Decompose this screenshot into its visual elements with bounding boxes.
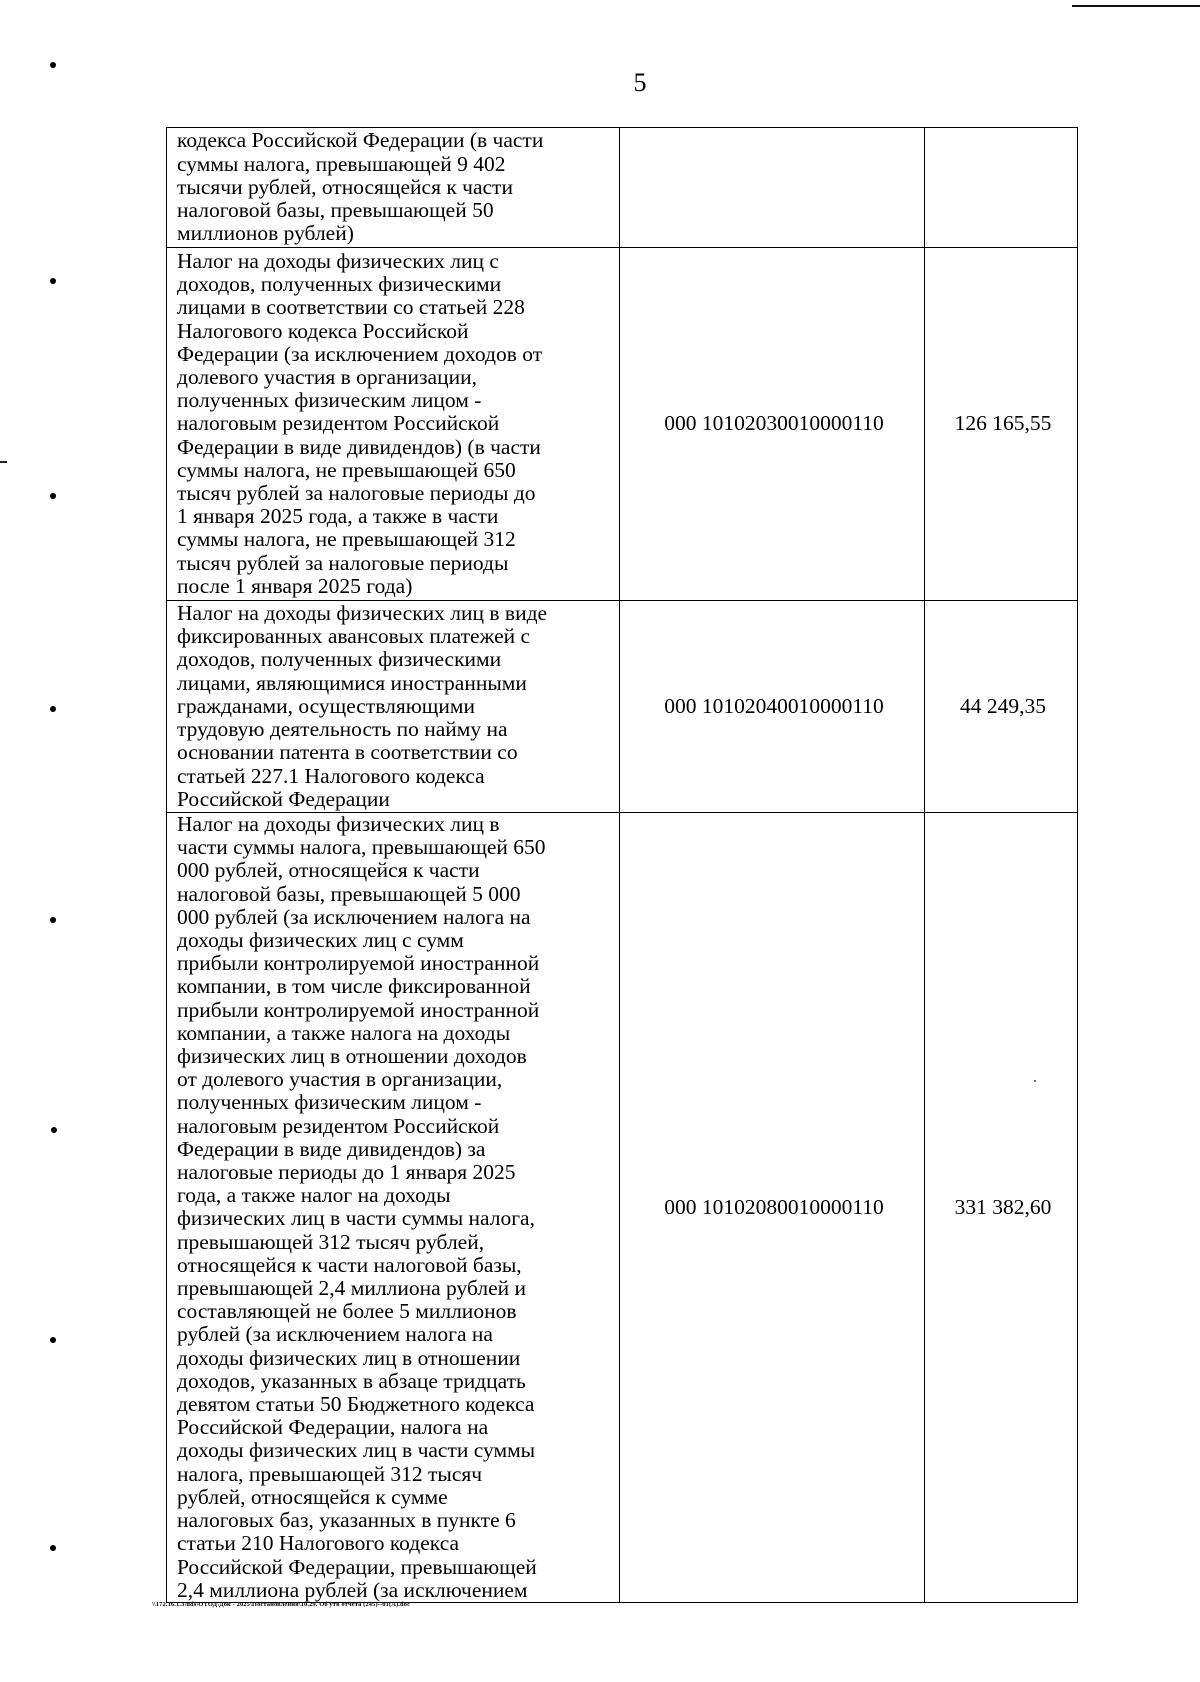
punch-hole-mark [50,278,56,284]
income-name-cell: Налог на доходы физических лиц в части суммы налога, превышающей 650 000 рублей, относящейся к части налоговой базы, превышающей 5 000 000 рублей (за исключением налога на доходы физических лиц с сумм прибыли контролируемой иностранной компании, в том числе фиксированной прибыли контролируемой иностранной компании, а также налога на доходы физических лиц в отношении доходов от долевого участия в организации, полученных физическим лицом - налоговым резидентом Российской Федерации в виде дивидендов) за налоговые периоды до 1 января 2025 года, а также налог на доходы физических лиц в части суммы налога, превышающей 312 тысяч рублей, относящейся к части налоговой базы, превышающей 2,4 миллиона рублей и составляющей не более 5 миллионов рублей (за исключением налога на доходы физических лиц в отношении доходов, указанных в абзаце тридцать девятом статьи 50 Бюджетного кодекса Российской Федерации, налога на доходы физических лиц в части суммы налога, превышающей 312 тысяч рублей, относящейся к сумме налоговых баз, указанных в пункте 6 статьи 210 Налогового кодекса Российской Федерации, превышающей 2,4 миллиона рублей (за исключением [167,813,620,1603]
amount-cell [925,128,1078,248]
table-row [167,248,1078,601]
income-name-cell: Налог на доходы физических лиц в виде фиксированных авансовых платежей с доходов, полученных физическими лицами, являющимися иностранными гражданами, осуществляющими трудовую деятельность по найму на основании патента в соответствии со статьей 227.1 Налогового кодекса Российской Федерации [167,601,620,813]
table-row [167,601,1078,813]
top-edge-rule [1072,5,1200,7]
revenue-table [166,127,1078,1603]
punch-hole-mark [50,1545,56,1551]
table-row [167,813,1078,1603]
punch-hole-mark [50,493,56,499]
punch-hole-mark [50,62,56,68]
amount-cell: 331 382,60 [925,813,1078,1603]
punch-hole-mark [50,917,56,923]
income-name-cell: Налог на доходы физических лиц с доходов, полученных физическими лицами в соответствии со статьей 228 Налогового кодекса Российской Федерации (за исключением доходов от долевого участия в организации, полученных физическим лицом - налоговым резидентом Российской Федерации в виде дивидендов) (в части суммы налога, не превышающей 650 тысяч рублей за налоговые периоды до 1 января 2025 года, а также в части суммы налога, не превышающей 312 тысяч рублей за налоговые периоды после 1 января 2025 года) [167,248,620,601]
budget-code-cell: 000 10102080010000110 [620,813,925,1603]
amount-cell: 44 249,35 [925,601,1078,813]
punch-hole-mark [50,1337,56,1343]
table-row [167,128,1078,248]
amount-cell: 126 165,55 [925,248,1078,601]
left-edge-mark [0,461,7,463]
budget-code-cell [620,128,925,248]
punch-hole-mark [51,1127,57,1133]
income-name-cell: кодекса Российской Федерации (в части суммы налога, превышающей 9 402 тысячи рублей, относящейся к части налоговой базы, превышающей 50 миллионов рублей) [167,128,620,248]
file-path-footer: \\172.16.1.3\uds\ОТОД\Док - 2025\Постановления\10.29. Об утв отчета (245)--01(А).doc [152,1601,411,1608]
scan-speck [1034,1080,1036,1082]
budget-code-cell: 000 10102030010000110 [620,248,925,601]
punch-hole-mark [50,706,56,712]
page-number: 5 [633,68,647,97]
budget-code-cell: 000 10102040010000110 [620,601,925,813]
